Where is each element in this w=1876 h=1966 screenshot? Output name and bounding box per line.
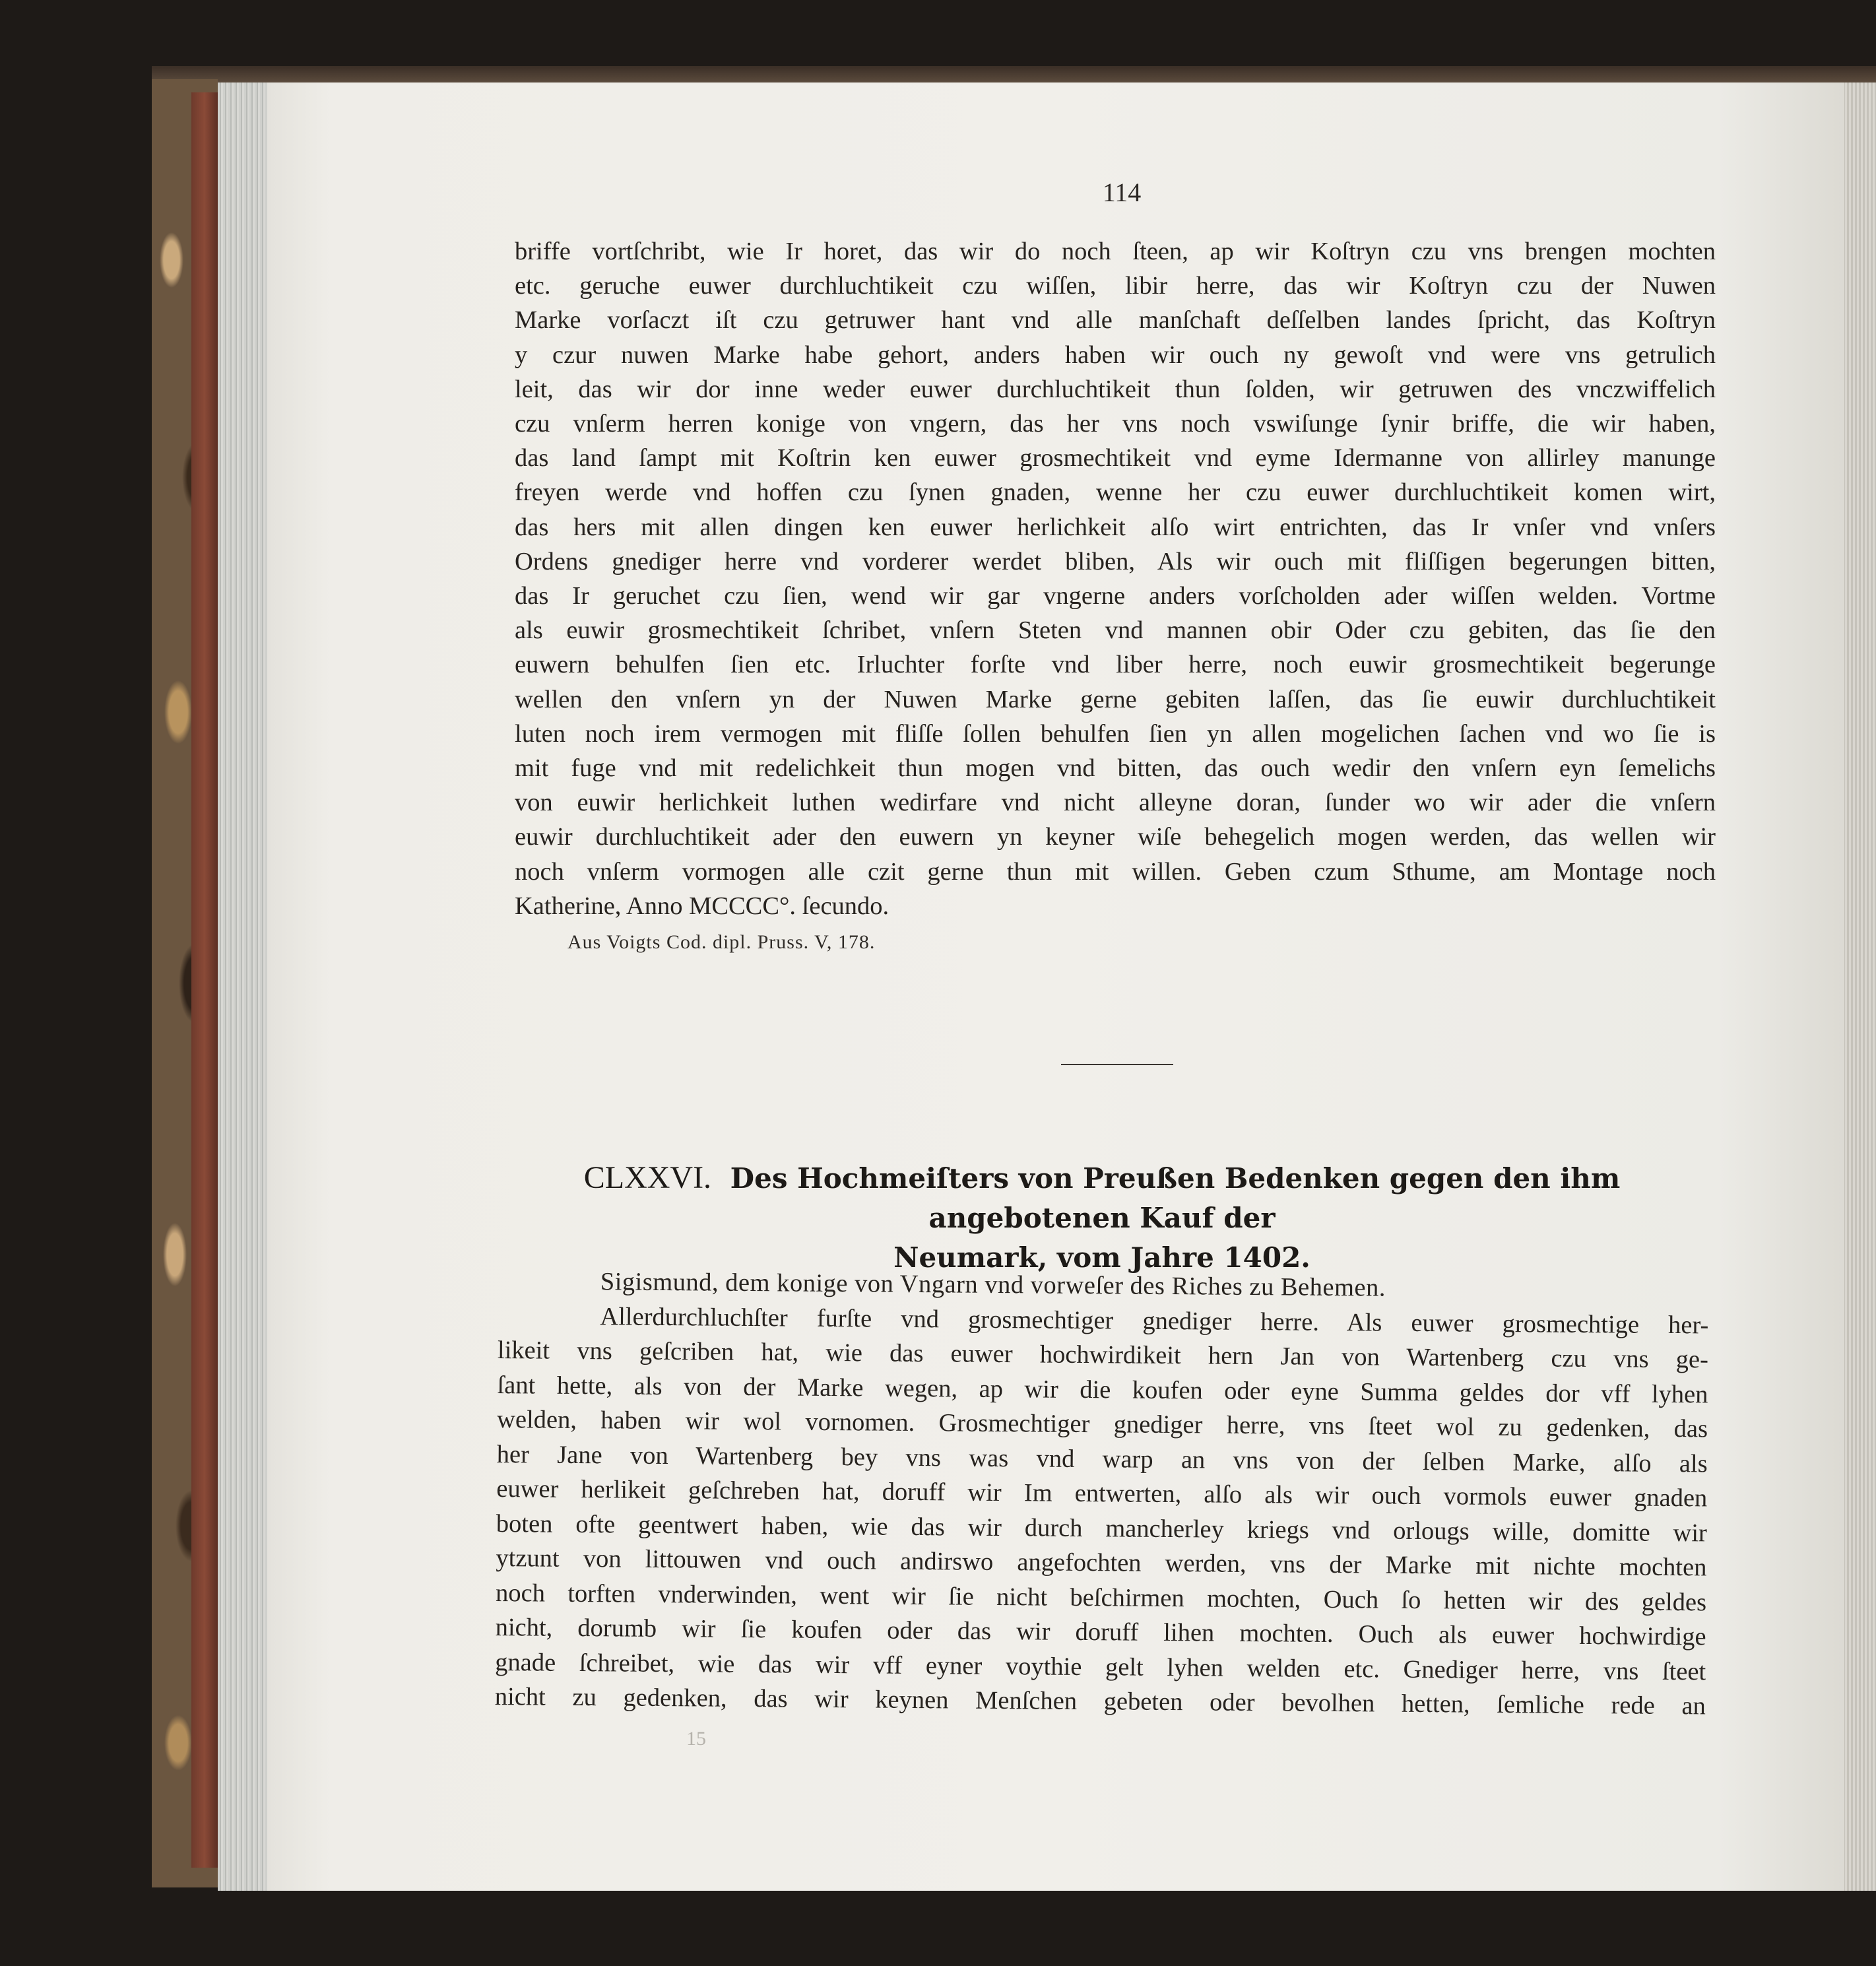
signature-mark: 15 [686, 1728, 706, 1750]
page-number: 114 [1102, 178, 1142, 207]
text-line: Ordens gnediger herre vnd vorderer werdet bliben, Als wir ouch mit fliſſigen begerungen bitten, [515, 547, 1716, 575]
text-line: luten noch irem vermogen mit fliſſe ſollen behulfen ſien yn allen mogelichen ſachen vnd wo ſie is [515, 719, 1716, 748]
text-line: von euwir herlichkeit luthen wedirfare vnd nicht alleyne doran, ſunder wo wir ader die vnſern [515, 789, 1716, 817]
source-citation: Aus Voigts Cod. dipl. Pruss. V, 178. [567, 931, 876, 953]
text-line: das Ir geruchet czu ſien, wend wir gar vngerne anders vorſcholden ader wiſſen welden. Vortme [515, 582, 1716, 610]
text-line: Allerdurchluchſter furſte vnd grosmechtiger gnediger herre. Als euwer grosmechtige her- [600, 1302, 1709, 1339]
text-line: Katherine, Anno MCCCC°. ſecundo. [515, 892, 889, 920]
text-line: welden, haben wir wol vornomen. Grosmechtiger gnediger herre, vns ſteet wol zu gedenken, das [496, 1405, 1708, 1443]
document-heading [528, 1158, 1676, 1278]
page-edge-stack-left [218, 82, 271, 1891]
document-number: CLXXVI. [583, 1160, 712, 1195]
text-line: euwer herlikeit geſchreben hat, doruff wir Im entwerten, alſo als wir ouch vormols euwer gnaden [496, 1474, 1708, 1513]
text-line: gnade ſchreibet, wie das wir vff eyner voythie gelt lyhen welden etc. Gnediger herre, vns ſteet [495, 1648, 1706, 1686]
text-line: freyen werde vnd hoffen czu ſynen gnaden, wenne her czu euwer durchluchtikeit komen wirt, [515, 478, 1716, 507]
text-line: czu vnſerm herren konige von vngern, das her vns noch vswiſunge ſynir briffe, die wir haben, [515, 410, 1716, 438]
text-line: briffe vortſchribt, wie Ir horet, das wir do noch ſteen, ap wir Koſtryn czu vns brengen mochten [515, 238, 1716, 265]
letter-text [495, 1264, 1709, 1724]
text-line: das land ſampt mit Koſtrin ken euwer grosmechtikeit vnd eyme Idermanne von allirley manunge [515, 444, 1716, 473]
page-edge-stack-right [1841, 82, 1876, 1891]
text-line: likeit vns geſcriben hat, wie das euwer hochwirdikeit hern Jan von Wartenberg czu vns ge- [497, 1336, 1709, 1374]
text-line: euwern behulfen ſien etc. Irluchter forſte vnd liber herre, noch euwir grosmechtikeit begerunge [515, 651, 1716, 679]
text-line: euwir durchluchtikeit ader den euwern yn keyner wiſe behegelich mogen werden, das wellen wir [515, 823, 1716, 851]
leather-spine-edge [191, 92, 218, 1868]
text-line: boten ofte geentwert haben, wie das wir durch mancherley kriegs vnd orlougs wille, domitte wir [496, 1509, 1708, 1547]
section-divider [1061, 1064, 1173, 1065]
text-line: ytzunt von littouwen vnd ouch andirswo angefochten werden, vns der Marke mit nichte mochten [496, 1544, 1707, 1582]
letter-address: Sigismund, dem konige von Vngarn vnd vorweſer des Riches zu Behemen. [600, 1268, 1386, 1302]
text-line: etc. geruche euwer durchluchtikeit czu wiſſen, libir herre, das wir Koſtryn czu der Nuwen [515, 272, 1716, 300]
text-line: her Jane von Wartenberg bey vns was vnd warp an vns von der ſelben Marke, alſo als [496, 1440, 1708, 1478]
text-line: als euwir grosmechtikeit ſchribet, vnſern Steten vnd mannen obir Oder czu gebiten, das ſie den [515, 616, 1716, 645]
body-text [515, 234, 1716, 923]
text-line: nicht zu gedenken, das wir keynen Menſchen gebeten oder bevolhen hetten, ſemliche rede an [494, 1682, 1706, 1720]
text-line: noch vnſerm vormogen alle czit gerne thun mit willen. Geben czum Sthume, am Montage noch [515, 857, 1716, 886]
text-line: Marke vorſaczt iſt czu getruwer hant vnd alle manſchaft deſſelben landes ſpricht, das Koſtryn [515, 306, 1716, 335]
text-line: noch torften vnderwinden, went wir ſie nicht beſchirmen mochten, Ouch ſo hetten wir des geldes [495, 1579, 1707, 1616]
heading-line-2: Neumark, vom Jahre 1402. [893, 1241, 1310, 1274]
heading-line-1: Des Hochmeiſters von Preußen Bedenken gegen den ihm angebotenen Kauf der [730, 1162, 1621, 1234]
text-line: wellen den vnſern yn der Nuwen Marke gerne gebiten laſſen, das ſie euwir durchluchtikeit [515, 685, 1716, 713]
text-line: ſant hette, als von der Marke wegen, ap wir die koufen oder eyne Summa geldes dor vff lyhen [497, 1371, 1708, 1408]
text-line: nicht, dorumb wir ſie koufen oder das wir doruff lihen mochten. Ouch als euwer hochwirdige [495, 1613, 1706, 1651]
text-line: y czur nuwen Marke habe gehort, anders haben wir ouch ny gewoſt vnd were vns getrulich [515, 341, 1716, 369]
text-line: leit, das wir dor inne weder euwer durchluchtikeit thun ſolden, wir getruwen des vnczwiffelich [515, 375, 1716, 403]
text-line: das hers mit allen dingen ken euwer herlichkeit alſo wirt entrichten, das Ir vnſer vnd vnſers [515, 513, 1716, 541]
text-line: mit fuge vnd mit redelichkeit thun mogen vnd bitten, das ouch wedir den vnſern eyn ſemelichs [515, 754, 1716, 783]
